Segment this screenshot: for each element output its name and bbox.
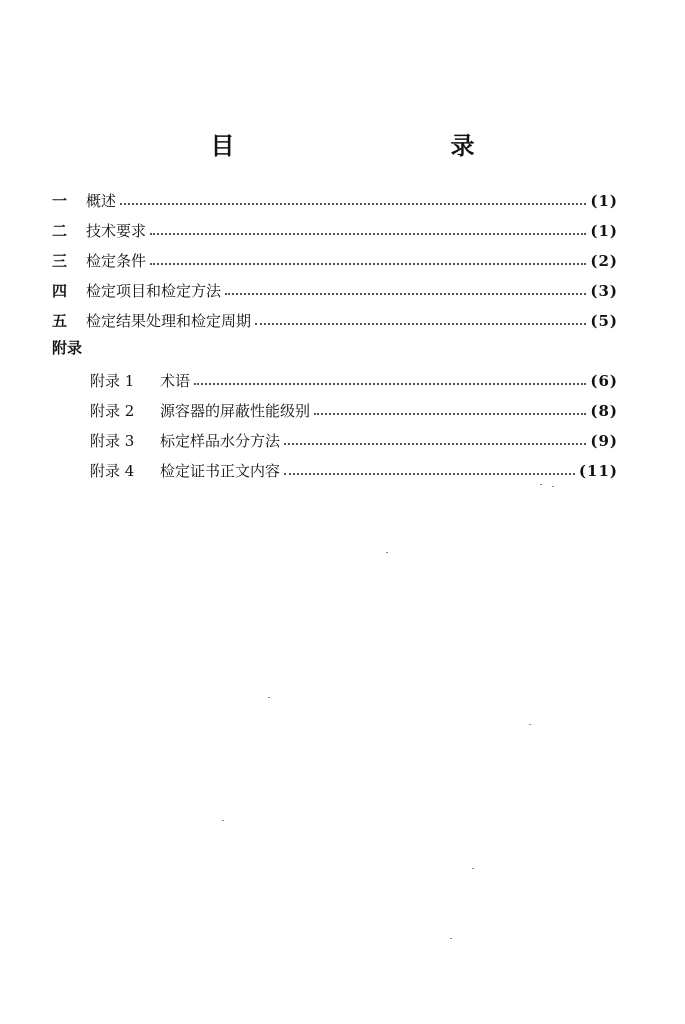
dot-leader: [284, 473, 575, 475]
toc-entry[interactable]: [52, 216, 618, 240]
toc-entry-page: (2): [590, 252, 618, 270]
toc-entry-page: (9): [590, 432, 618, 450]
toc-entry-number: 附录 1: [90, 372, 135, 390]
scan-speck: [450, 938, 452, 939]
dot-leader: [150, 233, 586, 235]
toc-entry[interactable]: [52, 186, 618, 210]
toc-entry-label: 源容器的屏蔽性能级别: [160, 402, 311, 420]
table-of-contents: [52, 186, 618, 486]
dot-leader: [194, 383, 586, 385]
toc-entry[interactable]: [52, 246, 618, 270]
dot-leader: [120, 203, 586, 205]
toc-entry-number: 四: [52, 282, 68, 300]
toc-entry-label: 标定样品水分方法: [160, 432, 281, 450]
toc-entry-label: 术语: [160, 372, 191, 390]
dot-leader: [284, 443, 586, 445]
toc-entry-number: 二: [52, 222, 68, 240]
page-title: 目 录: [210, 132, 531, 160]
dot-leader: [255, 323, 586, 325]
toc-entry-number: 三: [52, 252, 68, 270]
toc-entry-label: 检定结果处理和检定周期: [86, 312, 252, 330]
toc-entry-label: 概述: [86, 192, 117, 210]
toc-entry-label: 技术要求: [86, 222, 147, 240]
scan-speck: [472, 868, 474, 869]
toc-entry-number: 附录 2: [90, 402, 135, 420]
toc-entry-page: (5): [590, 312, 618, 330]
toc-entry-number: 五: [52, 312, 68, 330]
toc-entry-number: 一: [52, 192, 68, 210]
scan-speck: [386, 552, 388, 553]
toc-entry-page: (1): [590, 192, 618, 210]
toc-appendix-entry[interactable]: [52, 396, 618, 420]
toc-entry-page: (6): [590, 372, 618, 390]
scan-speck: [268, 697, 270, 698]
toc-appendix-entry[interactable]: [52, 426, 618, 450]
scan-speck: [540, 484, 542, 485]
toc-entry-page: (11): [578, 462, 618, 480]
toc-entry[interactable]: [52, 276, 618, 300]
toc-entry-label: 检定证书正文内容: [160, 462, 281, 480]
scan-speck: [529, 724, 531, 725]
scan-speck: [222, 820, 224, 821]
appendix-heading: 附录: [52, 339, 83, 357]
scan-speck: [552, 486, 554, 487]
toc-entry-number: 附录 4: [90, 462, 135, 480]
toc-appendix-entry[interactable]: [52, 366, 618, 390]
toc-entry-page: (1): [590, 222, 618, 240]
dot-leader: [314, 413, 586, 415]
toc-entry-page: (8): [590, 402, 618, 420]
toc-entry-page: (3): [590, 282, 618, 300]
toc-appendix-entry[interactable]: [52, 456, 618, 480]
dot-leader: [225, 293, 586, 295]
toc-entry-label: 检定项目和检定方法: [86, 282, 222, 300]
toc-entry-label: 检定条件: [86, 252, 147, 270]
toc-entry-number: 附录 3: [90, 432, 135, 450]
dot-leader: [150, 263, 586, 265]
toc-entry[interactable]: [52, 306, 618, 330]
